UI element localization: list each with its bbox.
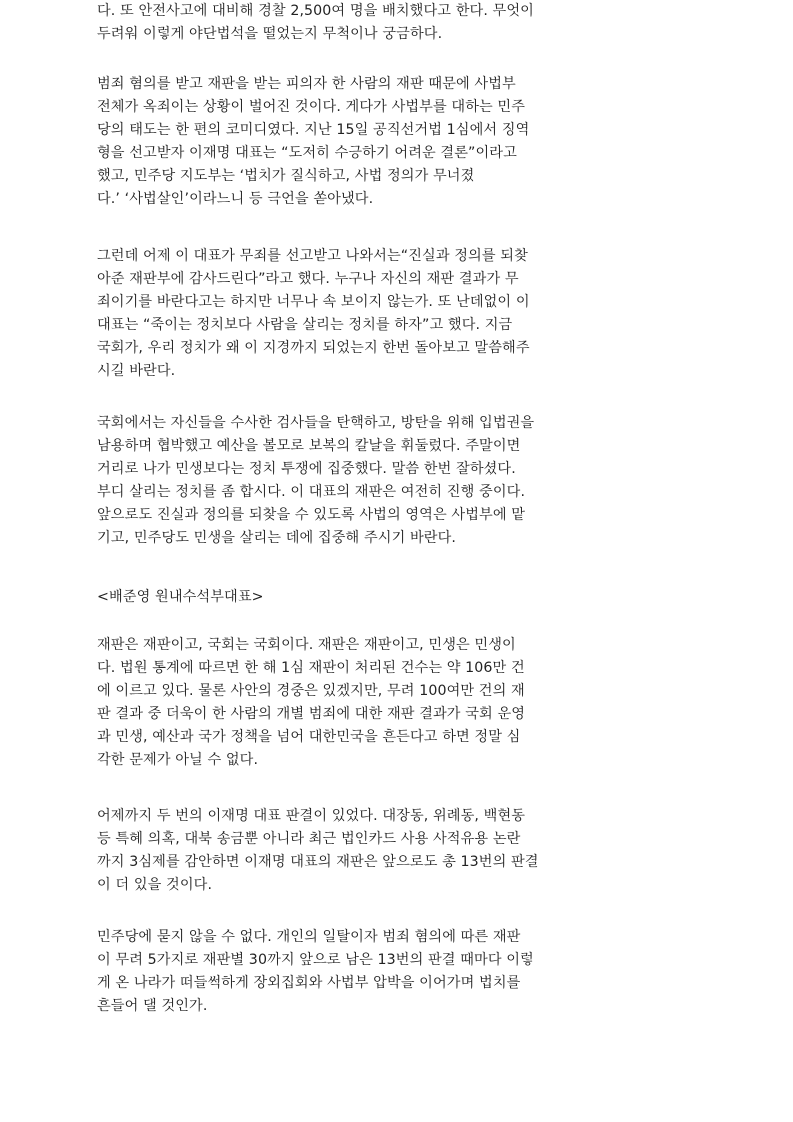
- text-line: 이 무려 5가지로 재판별 30까지 앞으로 남은 13번의 판결 때마다 이렇: [97, 952, 534, 968]
- text-line: 까지 3심제를 감안하면 이재명 대표의 재판은 앞으로도 총 13번의 판결: [97, 854, 539, 870]
- text-line: 대표는 “죽이는 정치보다 사람을 살리는 정치를 하자”고 했다. 지금: [97, 317, 513, 333]
- text-line: 게 온 나라가 떠들썩하게 장외집회와 사법부 압박을 이어가며 법치를: [97, 975, 521, 991]
- paragraph-5: [97, 634, 701, 772]
- text-line: 두려워 이렇게 야단법석을 떨었는지 무척이나 궁금하다.: [97, 26, 443, 42]
- paragraph-7: [97, 926, 701, 1018]
- text-line: 과 민생, 예산과 국가 정책을 넘어 대한민국을 흔든다고 하면 정말 심: [97, 729, 521, 745]
- text-line: 했고, 민주당 지도부는 ‘법치가 질식하고, 사법 정의가 무너졌: [97, 168, 475, 184]
- text-line: 이 더 있을 것이다.: [97, 877, 213, 893]
- text-line: 부디 살리는 정치를 좀 합시다. 이 대표의 재판은 여전히 진행 중이다.: [97, 484, 526, 500]
- text-line: 그런데 어제 이 대표가 무죄를 선고받고 나와서는“진실과 정의를 되찾: [97, 248, 528, 264]
- text-line: 형을 선고받자 이재명 대표는 “도저히 수긍하기 어려운 결론”이라고: [97, 145, 517, 161]
- text-line: 전체가 옥죄이는 상황이 벌어진 것이다. 게다가 사법부를 대하는 민주: [97, 99, 526, 115]
- text-line: 각한 문제가 아닐 수 없다.: [97, 752, 259, 768]
- text-line: 판 결과 중 더욱이 한 사람의 개별 범죄에 대한 재판 결과가 국회 운영: [97, 706, 526, 722]
- paragraph-2: [97, 73, 701, 211]
- text-line: 아준 재판부에 감사드린다”라고 했다. 누구나 자신의 재판 결과가 무: [97, 271, 519, 287]
- speaker-label: <배준영 원내수석부대표>: [97, 589, 264, 605]
- text-line: 죄이기를 바란다고는 하지만 너무나 속 보이지 않는가. 또 난데없이 이: [97, 294, 530, 310]
- text-line: 에 이르고 있다. 물론 사안의 경중은 있겠지만, 무려 100여만 건의 재: [97, 683, 525, 699]
- text-line: 앞으로도 진실과 정의를 되찾을 수 있도록 사법의 영역은 사법부에 맡: [97, 507, 526, 523]
- text-line: 당의 태도는 한 편의 코미디였다. 지난 15일 공직선거법 1심에서 징역: [97, 122, 530, 138]
- text-line: 재판은 재판이고, 국회는 국회이다. 재판은 재판이고, 민생은 민생이: [97, 637, 516, 653]
- text-line: 남용하며 협박했고 예산을 볼모로 보복의 칼날을 휘둘렀다. 주말이면: [97, 438, 521, 454]
- text-line: 민주당에 묻지 않을 수 없다. 개인의 일탈이자 범죄 혐의에 따른 재판: [97, 929, 521, 945]
- text-line: 다.’ ‘사법살인’이라느니 등 극언을 쏟아냈다.: [97, 191, 374, 207]
- text-line: 다. 또 안전사고에 대비해 경찰 2,500여 명을 배치했다고 한다. 무엇이: [97, 3, 534, 19]
- paragraph-6: [97, 805, 701, 897]
- text-line: 등 특혜 의혹, 대북 송금뿐 아니라 최근 법인카드 사용 사적유용 논란: [97, 831, 521, 847]
- text-line: 범죄 혐의를 받고 재판을 받는 피의자 한 사람의 재판 때문에 사법부: [97, 76, 516, 92]
- text-line: 시길 바란다.: [97, 363, 176, 379]
- paragraph-1: [97, 0, 701, 46]
- text-line: 거리로 나가 민생보다는 정치 투쟁에 집중했다. 말씀 한번 잘하셨다.: [97, 461, 516, 477]
- text-line: 어제까지 두 번의 이재명 대표 판결이 있었다. 대장동, 위례동, 백현동: [97, 808, 526, 824]
- speaker-heading: [97, 586, 701, 609]
- text-line: 다. 법원 통계에 따르면 한 해 1심 재판이 처리된 건수는 약 106만 건: [97, 660, 525, 676]
- text-line: 기고, 민주당도 민생을 살리는 데에 집중해 주시기 바란다.: [97, 530, 457, 546]
- text-line: 국회가, 우리 정치가 왜 이 지경까지 되었는지 한번 돌아보고 말씀해주: [97, 340, 530, 356]
- paragraph-3: [97, 245, 701, 383]
- paragraph-4: [97, 412, 701, 550]
- text-line: 흔들어 댈 것인가.: [97, 998, 208, 1014]
- text-line: 국회에서는 자신들을 수사한 검사들을 탄핵하고, 방탄을 위해 입법권을: [97, 415, 535, 431]
